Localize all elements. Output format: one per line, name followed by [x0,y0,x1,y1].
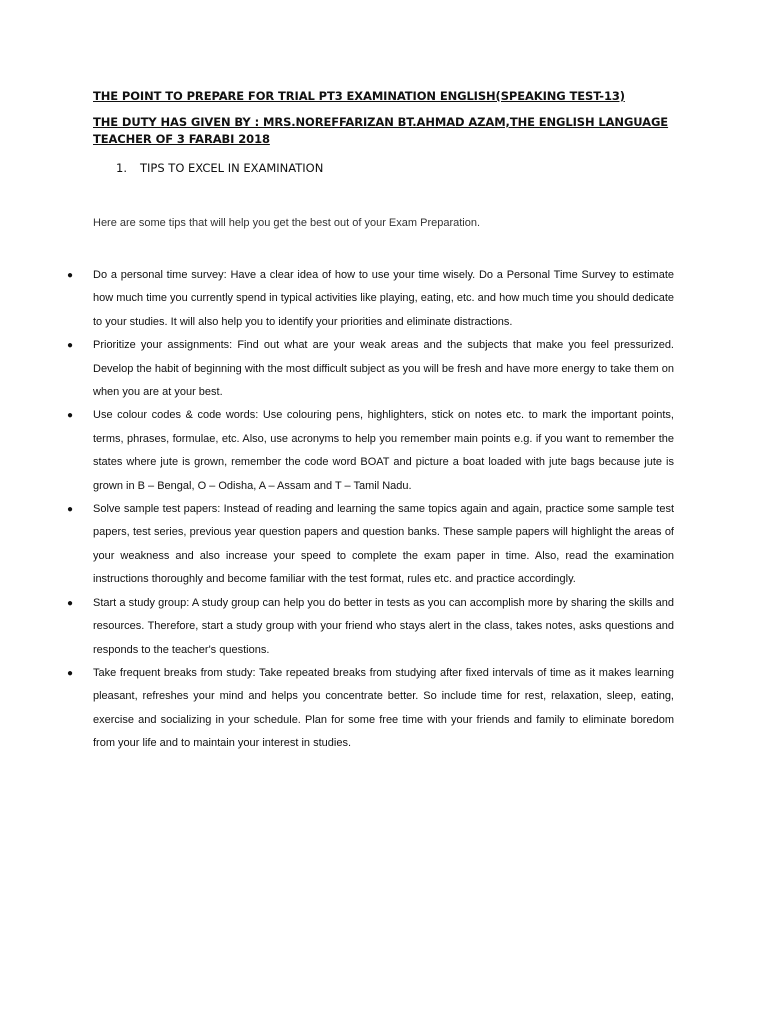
list-item-text: Start a study group: A study group can help you do better in tests as you can accomplish more by sharing the skills and resources. Therefore, start a study group with your friend who stays alert in the class, takes notes, asks questions and responds to the teacher's questions. [93,596,674,656]
list-item [0,592,674,662]
list-item [0,498,674,592]
list-item-text: Prioritize your assignments: Find out what are your weak areas and the subjects that make you feel pressurized. Develop the habit of beginning with the most difficult subject as you will be fresh and have more energy to take them on when you are at your best. [93,339,674,399]
bullet-icon: ● [67,597,74,609]
bullet-icon: ● [67,504,74,516]
list-item [0,264,674,334]
list-item-text: Take frequent breaks from study: Take repeated breaks from studying after fixed intervals of time as it makes learning pleasant, refreshes your mind and helps you concentrate better. So include time for rest, relaxation, sleep, eating, exercise and socializing in your schedule. Plan for some free time with your friends and family to eliminate boredom from your life and to maintain your interest in studies. [93,666,674,750]
bullet-icon: ● [67,340,74,352]
list-item [0,334,674,404]
bullet-icon: ● [67,410,74,422]
list-item [0,662,674,756]
document-subtitle: THE DUTY HAS GIVEN BY : MRS.NOREFFARIZAN BT.AHMAD AZAM,THE ENGLISH LANGUAGE TEACHER OF 3 FARABI 2018 [93,115,669,146]
tips-list [0,264,768,756]
list-item [0,404,674,498]
intro-text: Here are some tips that will help you get the best out of your Exam Preparation. [93,217,481,229]
list-item-text: Use colour codes & code words: Use colouring pens, highlighters, stick on notes etc. to mark the important points, terms, phrases, formulae, etc. Also, use acronyms to help you remember main points e.g. if you want to remember the states where jute is grown, remember the code word BOAT and picture a boat loaded with jute bags because jute is grown in B – Bengal, O – Odisha, A – Assam and T – Tamil Nadu. [93,409,674,492]
section-number: 1. [116,161,127,175]
bullet-icon: ● [67,667,74,679]
section-title: TIPS TO EXCEL IN EXAMINATION [140,161,324,175]
bullet-icon: ● [67,270,74,281]
list-item-text: Solve sample test papers: Instead of reading and learning the same topics again and again, practice some sample test papers, test series, previous year question papers and question banks. These sample papers will highlight the areas of your weakness and also increase your speed to complete the exam paper in time. Also, read the examination instructions thoroughly and become familiar with the test format, rules etc. and practice accordingly. [93,503,674,586]
section-heading [116,161,323,175]
document-title: THE POINT TO PREPARE FOR TRIAL PT3 EXAMINATION ENGLISH(SPEAKING TEST-13) [93,89,625,103]
list-item-text: Do a personal time survey: Have a clear idea of how to use your time wisely. Do a Personal Time Survey to estimate how much time you currently spend in typical activities like playing, eating, etc. and how much time you should dedicate to your studies. It will also help you to identify your priorities and eliminate distractions. [93,269,674,328]
